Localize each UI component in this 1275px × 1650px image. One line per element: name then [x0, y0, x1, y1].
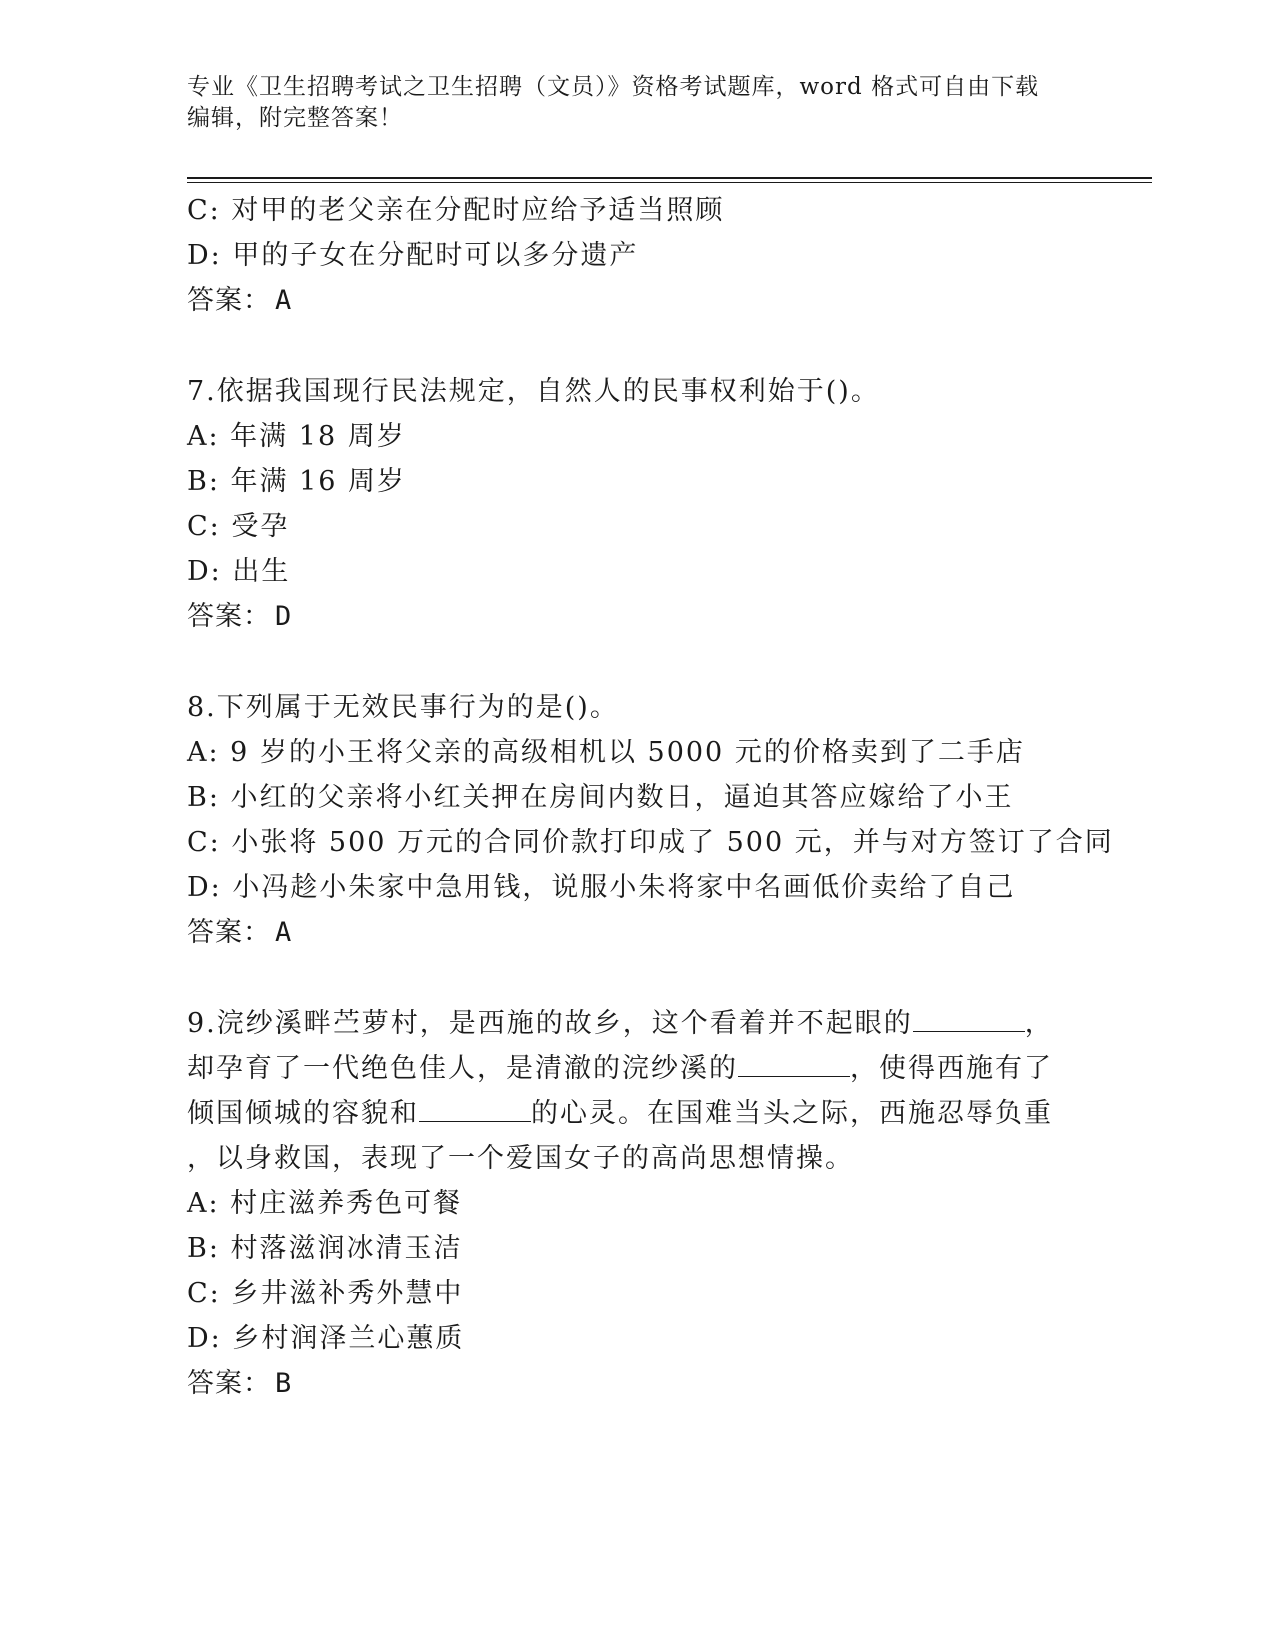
option-b: B: 年满 16 周岁 — [187, 466, 407, 497]
answer-label: 答案： — [187, 1368, 271, 1399]
option-d: D: 出生 — [187, 556, 291, 587]
answer-line — [187, 910, 1087, 955]
spacer — [187, 955, 1087, 1001]
stem-text: ， — [1024, 1008, 1054, 1039]
question-stem-line-2 — [187, 1046, 1087, 1091]
option-c: C: 乡井滋补秀外慧中 — [187, 1278, 464, 1309]
document-header — [187, 72, 1087, 134]
option-a: A: 年满 18 周岁 — [187, 421, 406, 452]
fill-in-blank — [419, 1097, 531, 1122]
spacer — [187, 323, 1087, 369]
option-c: C: 小张将 500 万元的合同价款打印成了 500 元，并与对方签订了合同 — [187, 827, 1114, 858]
answer-label: 答案： — [187, 601, 271, 632]
stem-text: ，使得西施有了 — [850, 1053, 1053, 1084]
answer-value: A — [275, 917, 293, 948]
answer-line — [187, 1361, 1087, 1406]
option-d: D: 小冯趁小朱家中急用钱，说服小朱将家中名画低价卖给了自己 — [187, 872, 1016, 903]
question-stem: 7.依据我国现行民法规定，自然人的民事权利始于()。 — [187, 376, 880, 407]
option-b: B: 小红的父亲将小红关押在房间内数日，逼迫其答应嫁给了小王 — [187, 782, 1014, 813]
answer-label: 答案： — [187, 917, 271, 948]
stem-text: 的心灵。在国难当头之际，西施忍辱负重 — [531, 1098, 1053, 1129]
header-rule-thick — [187, 177, 1152, 179]
question-7 — [187, 369, 1087, 639]
question-9 — [187, 1001, 1087, 1406]
fill-in-blank — [738, 1052, 850, 1077]
header-rule-thin — [187, 182, 1152, 183]
answer-value: B — [275, 1368, 293, 1399]
question-stem: 8.下列属于无效民事行为的是()。 — [187, 692, 619, 723]
option-c: C: 对甲的老父亲在分配时应给予适当照顾 — [187, 195, 725, 226]
question-list — [187, 188, 1114, 1406]
option-a: A: 村庄滋养秀色可餐 — [187, 1188, 463, 1219]
question-6-tail — [187, 188, 1087, 323]
question-stem-line-3 — [187, 1091, 1087, 1136]
answer-line — [187, 594, 1087, 639]
spacer — [187, 639, 1087, 685]
stem-text: 9.浣纱溪畔苎萝村，是西施的故乡，这个看着并不起眼的 — [187, 1008, 913, 1039]
option-d: D: 甲的子女在分配时可以多分遗产 — [187, 240, 639, 271]
option-a: A: 9 岁的小王将父亲的高级相机以 5000 元的价格卖到了二手店 — [187, 737, 1025, 768]
answer-value: A — [275, 285, 293, 316]
stem-text: 却孕育了一代绝色佳人，是清澈的浣纱溪的 — [187, 1053, 738, 1084]
answer-value: D — [275, 601, 293, 632]
question-8 — [187, 685, 1114, 955]
fill-in-blank — [913, 1007, 1025, 1032]
header-line-1: 专业《卫生招聘考试之卫生招聘（文员）》资格考试题库，word 格式可自由下载 — [187, 74, 1040, 100]
option-c: C: 受孕 — [187, 511, 290, 542]
answer-label: 答案： — [187, 285, 271, 316]
option-b: B: 村落滋润冰清玉洁 — [187, 1233, 463, 1264]
answer-line — [187, 278, 1087, 323]
question-stem-line-1 — [187, 1001, 1087, 1046]
stem-text: 倾国倾城的容貌和 — [187, 1098, 419, 1129]
header-line-2: 编辑，附完整答案！ — [187, 105, 403, 131]
option-d: D: 乡村润泽兰心蕙质 — [187, 1323, 465, 1354]
question-stem-line-4: ，以身救国，表现了一个爱国女子的高尚思想情操。 — [187, 1143, 854, 1174]
